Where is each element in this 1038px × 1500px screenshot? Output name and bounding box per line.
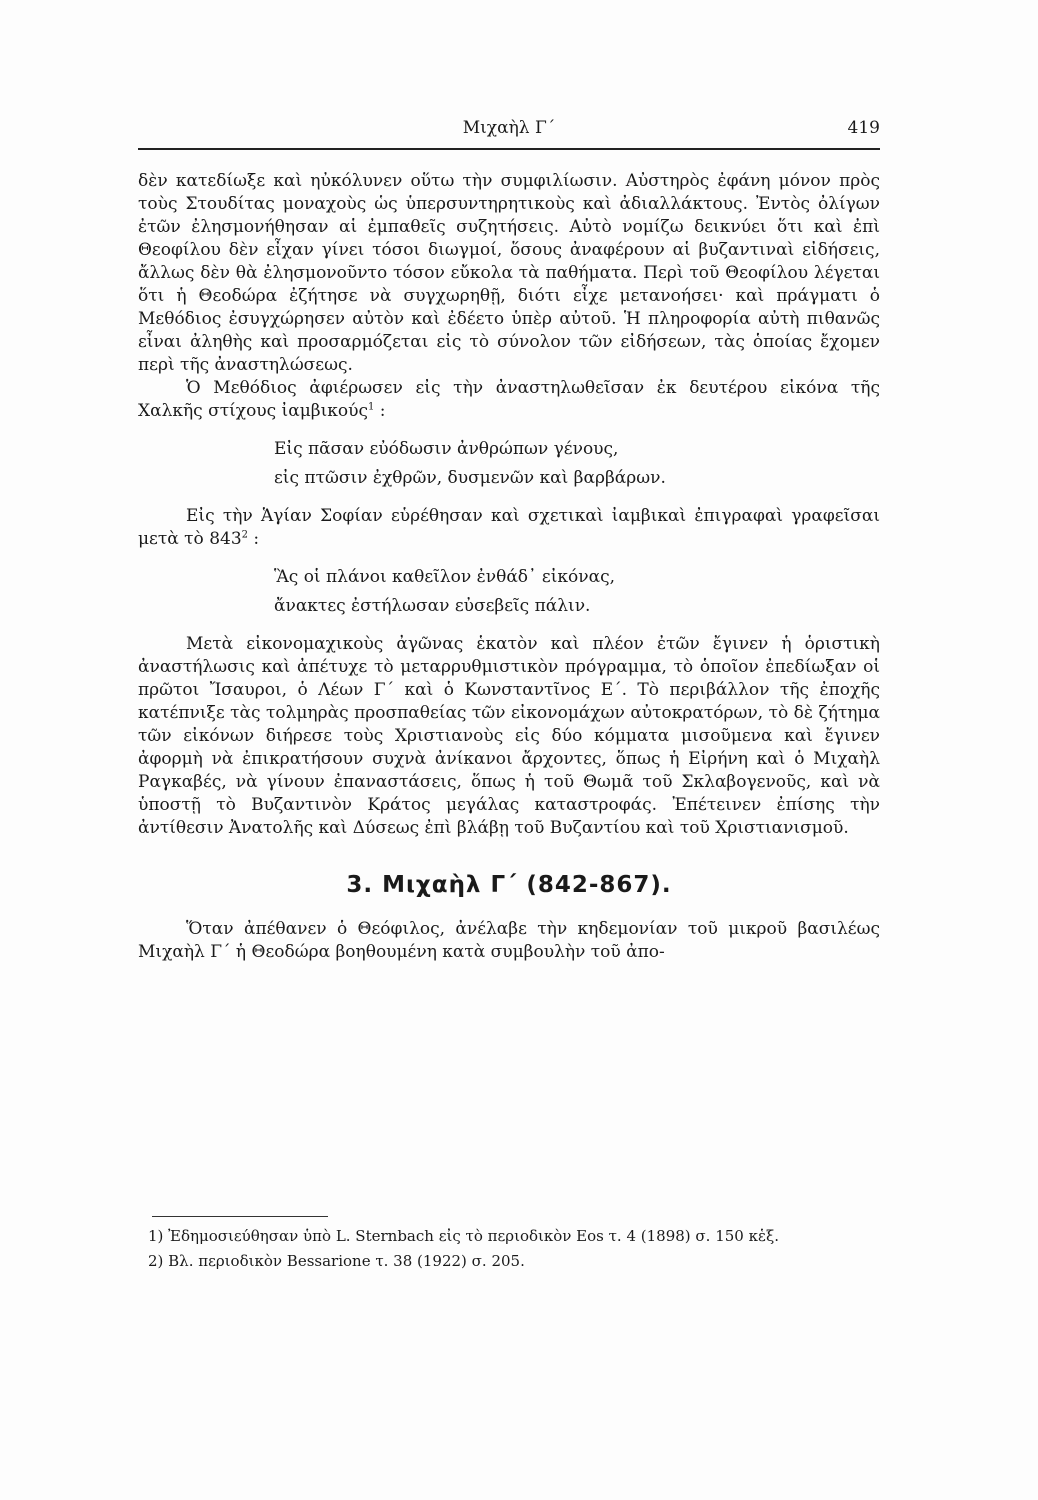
paragraph-4: Μετὰ εἰκονομαχικοὺς ἀγῶνας ἑκατὸν καὶ πλέον ἐτῶν ἔγινεν ἡ ὁριστικὴ ἀναστήλωσις καὶ ἀπέτυχε τὸ μεταρρυθμιστικὸν πρόγραμμα, τὸ ὁποῖον ἐπεδίωξαν οἱ πρῶτοι Ἴσαυροι, ὁ Λέων Γ΄ καὶ ὁ Κωνσταντῖνος Ε΄. Τὸ περιβάλλον τῆς ἐποχῆς κατέπνιξε τὰς τολμηρὰς προσπαθείας τῶν εἰκονομάχων αὐτοκρατόρων, τὸ δὲ ζήτημα τῶν εἰκόνων διήρεσε τοὺς Χριστιανοὺς εἰς δύο κόμματα μισοῦμενα καὶ ἔγινεν ἀφορμὴ νὰ ἐπικρατήσουν συχνὰ ἀνίκανοι ἄρχοντες, ὅπως ἡ Εἰρήνη καὶ ὁ Μιχαὴλ Ραγκαβές, νὰ γίνουν ἐπαναστάσεις, ὅπως ἡ τοῦ Θωμᾶ τοῦ Σκλαβογενοῦς, καὶ νὰ ὑποστῇ τὸ Βυζαντινὸν Κράτος μεγάλας καταστροφάς. Ἐπέτεινεν ἐπίσης τὴν ἀντίθεσιν Ἀνατολῆς καὶ Δύσεως ἐπὶ βλάβῃ τοῦ Βυζαντίου καὶ τοῦ Χριστιανισμοῦ.: [138, 634, 880, 838]
paragraph-5: Ὅταν ἀπέθανεν ὁ Θεόφιλος, ἀνέλαβε τὴν κηδεμονίαν τοῦ μικροῦ βασιλέως Μιχαὴλ Γ΄ ἡ Θεοδώρα βοηθουμένη κατὰ συμβουλὴν τοῦ ἀπο-: [138, 919, 880, 962]
verse-line: εἰς πτῶσιν ἐχθρῶν, δυσμενῶν καὶ βαρβάρων.: [274, 468, 666, 488]
paragraph-2: [138, 377, 880, 423]
footnotes: [148, 1224, 890, 1274]
paragraph-3-text: Εἰς τὴν Ἁγίαν Σοφίαν εὑρέθησαν καὶ σχετικαὶ ἰαμβικαὶ ἐπιγραφαὶ γραφεῖσαι μετὰ τὸ 843: [138, 506, 880, 549]
section-heading: 3. Μιχαὴλ Γ΄ (842-867).: [346, 872, 672, 898]
verse-line: Εἰς πᾶσαν εὐόδωσιν ἀνθρώπων γένους,: [274, 439, 619, 459]
paragraph-2-end: :: [374, 401, 386, 421]
paragraph-2-text: Ὁ Μεθόδιος ἀφιέρωσεν εἰς τὴν ἀναστηλωθεῖσαν ἐκ δευτέρου εἰκόνα τῆς Χαλκῆς στίχους ἰαμβικούς: [138, 378, 880, 421]
footnote-divider: [152, 1216, 328, 1217]
running-title: Μιχαὴλ Γ΄: [462, 118, 556, 138]
verse-line: ἄνακτες ἐστήλωσαν εὐσεβεῖς πάλιν.: [274, 596, 591, 616]
footnote-ref-1[interactable]: 1: [367, 401, 375, 413]
paragraph-1: δὲν κατεδίωξε καὶ ηὐκόλυνεν οὕτω τὴν συμφιλίωσιν. Αὐστηρὸς ἐφάνη μόνον πρὸς τοὺς Στουδίτας μοναχοὺς ὡς ὑπερσυντηρητικοὺς καὶ ἀδιαλλάκτους. Ἐντὸς ὀλίγων ἐτῶν ἐλησμονήθησαν αἱ ἐμπαθεῖς συζητήσεις. Αὐτὸ νομίζω δεικνύει ὅτι καὶ ἐπὶ Θεοφίλου δὲν εἶχαν γίνει τόσοι διωγμοί, ὅσους ἀναφέρουν αἱ βυζαντιναὶ εἰδήσεις, ἄλλως δὲν θὰ ἐλησμονοῦντο τόσον εὔκολα τὰ παθήματα. Περὶ τοῦ Θεοφίλου λέγεται ὅτι ἡ Θεοδώρα ἐζήτησε νὰ συγχωρηθῇ, διότι εἶχε μετανοήσει· καὶ πράγματι ὁ Μεθόδιος ἐσυγχώρησεν αὐτὸν καὶ ἐδέετο ὑπὲρ αὐτοῦ. Ἡ πληροφορία αὐτὴ πιθανῶς εἶναι ἀληθὴς καὶ προσαρμόζεται εἰς τὸ σύνολον τῶν εἰδήσεων, τὰς ὁποίας ἔχομεν περὶ τῆς ἀναστηλώσεως.: [138, 171, 880, 375]
main-text: [138, 170, 880, 964]
verse-line: Ἃς οἱ πλάνοι καθεῖλον ἐνθάδ᾽ εἰκόνας,: [274, 567, 616, 587]
paragraph-3-end: :: [248, 529, 260, 549]
page-number: 419: [847, 118, 880, 138]
paragraph-3: [138, 505, 880, 551]
footnote-ref-2[interactable]: 2: [241, 529, 249, 541]
verse-block-2: [274, 563, 880, 621]
verse-block-1: [274, 435, 880, 493]
footnote-1: 1) Ἐδημοσιεύθησαν ὑπὸ L. Sternbach εἰς τὸ περιοδικὸν Eos τ. 4 (1898) σ. 150 κἑξ.: [148, 1227, 780, 1245]
page-header: [138, 112, 880, 150]
footnote-2: 2) Βλ. περιοδικὸν Bessarione τ. 38 (1922) σ. 205.: [148, 1252, 525, 1270]
